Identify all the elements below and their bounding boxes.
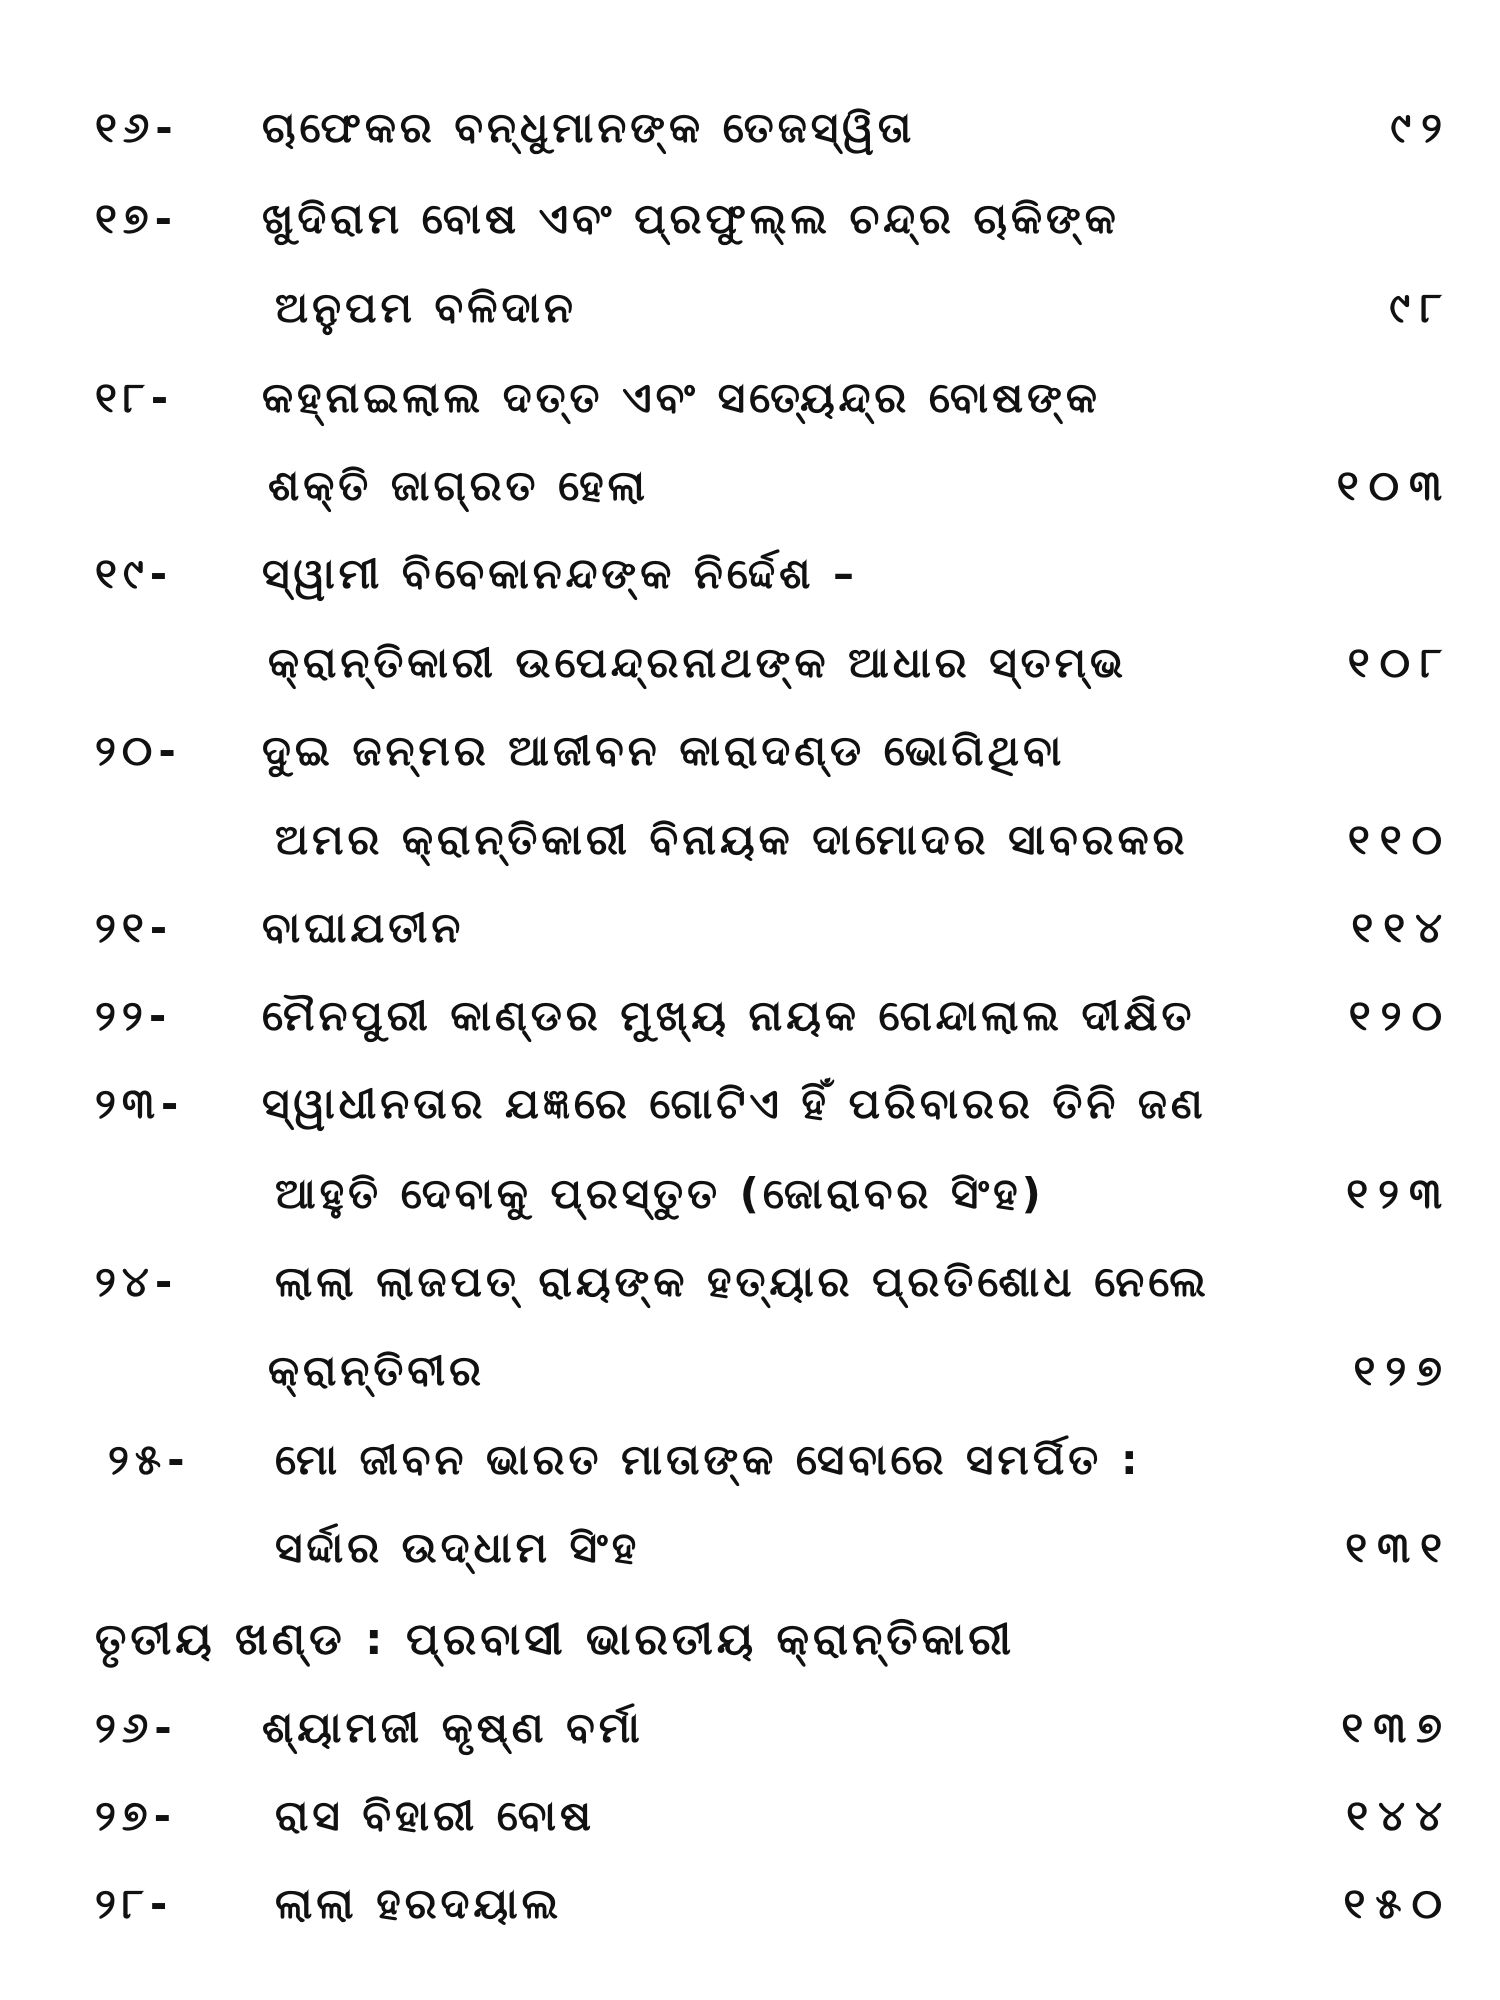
entry-page-number: ୧୨୩: [1346, 1169, 1452, 1218]
entry-title: ସ୍ୱାଧୀନତାର ଯଜ୍ଞରେ ଗୋଟିଏ ହିଁ ପରିବାରର ତିନି ଜଣ: [262, 1079, 1207, 1128]
toc-entry-20-continued: [0, 804, 1500, 876]
toc-entry-19-continued: [0, 627, 1500, 699]
toc-entry-19: [0, 538, 1500, 610]
entry-number: ୧୬-: [95, 103, 179, 152]
entry-title: ରାସ ବିହାରୀ ବୋଷ: [275, 1791, 595, 1840]
entry-title: ଲାଲା ହରଦୟାଲ: [275, 1879, 563, 1928]
toc-entry-26: [0, 1692, 1500, 1764]
entry-page-number: ୧୩୧: [1345, 1523, 1452, 1572]
entry-page-number: ୧୨୦: [1348, 991, 1452, 1040]
entry-title-continued: ଅମର କ୍ରାନ୍ତିକାରୀ ବିନାୟକ ଦାମୋଦର ସାବରକର: [275, 815, 1189, 864]
toc-entry-25: [0, 1424, 1500, 1496]
toc-entry-18-continued: [0, 450, 1500, 522]
entry-title: ଚାଫେକର ବନ୍ଧୁମାନଙ୍କ ତେଜସ୍ୱିତା: [262, 103, 916, 152]
entry-title-continued: ଶକ୍ତି ଜାଗ୍ରତ ହେଲା: [268, 461, 649, 510]
entry-page-number: ୧୩୭: [1341, 1703, 1452, 1752]
entry-number: ୨୩-: [95, 1079, 185, 1128]
entry-page-number: ୧୫୦: [1343, 1879, 1452, 1928]
toc-entry-17-continued: [0, 272, 1500, 344]
entry-title: ଶ୍ୟାମଜୀ କୃଷ୍ଣ ବର୍ମା: [262, 1703, 644, 1752]
toc-entry-17: [0, 183, 1500, 255]
entry-title-continued: କ୍ରାନ୍ତିକାରୀ ଉପେନ୍ଦ୍ରନାଥଙ୍କ ଆଧାର ସ୍ତମ୍ଭ: [268, 638, 1128, 687]
entry-title: ଲାଲା ଲାଜପତ୍ ରାୟଙ୍କ ହତ୍ୟାର ପ୍ରତିଶୋଧ ନେଲେ: [275, 1257, 1210, 1306]
toc-entry-25-continued: [0, 1512, 1500, 1584]
toc-entry-23: [0, 1068, 1500, 1140]
toc-entry-21: [0, 892, 1500, 964]
toc-entry-23-continued: [0, 1158, 1500, 1230]
entry-title-continued: ଆହୁତି ଦେବାକୁ ପ୍ରସ୍ତୁତ (ଜୋରାବର ସିଂହ): [275, 1169, 1045, 1218]
toc-entry-20: [0, 715, 1500, 787]
entry-page-number: ୧୧୦: [1347, 815, 1452, 864]
entry-title-continued: ଅନୁପମ ବଳିଦାନ: [275, 283, 577, 332]
entry-title: କହ୍ନାଇଲାଲ ଦତ୍ତ ଏବଂ ସତ୍ୟେନ୍ଦ୍ର ବୋଷଙ୍କ: [262, 373, 1101, 422]
entry-page-number: ୯୨: [1390, 103, 1452, 152]
toc-entry-18: [0, 362, 1500, 434]
entry-number: ୨୫-: [108, 1435, 191, 1484]
entry-page-number: ୯୮: [1389, 283, 1452, 332]
entry-page-number: ୧୦୮: [1347, 638, 1452, 687]
entry-page-number: ୧୨୭: [1353, 1346, 1452, 1395]
entry-title: ମୈନପୁରୀ କାଣ୍ଡର ମୁଖ୍ୟ ନାୟକ ଗେନ୍ଦାଲାଲ ଦୀକ୍ଷିତ: [262, 991, 1196, 1040]
entry-number: ୨୨-: [95, 991, 173, 1040]
toc-entry-27: [0, 1780, 1500, 1852]
entry-number: ୧୭-: [95, 194, 179, 243]
toc-entry-24: [0, 1246, 1500, 1318]
entry-title: ଦୁଇ ଜନ୍ମର ଆଜୀବନ କାରାଦଣ୍ଡ ଭୋଗିଥିବା: [262, 726, 1066, 775]
entry-number: ୨୧-: [95, 903, 174, 952]
toc-entry-22: [0, 980, 1500, 1052]
toc-entry-28: [0, 1868, 1500, 1940]
entry-title: ବାଘାଯତୀନ: [262, 903, 465, 952]
entry-number: ୧୯-: [95, 549, 174, 598]
entry-title: ମୋ ଜୀବନ ଭାରତ ମାତାଙ୍କ ସେବାରେ ସମର୍ପିତ :: [275, 1435, 1142, 1484]
toc-entry-24-continued: [0, 1335, 1500, 1407]
entry-page-number: ୧୧୪: [1351, 903, 1452, 952]
entry-number: ୧୮-: [95, 373, 175, 422]
entry-page-number: ୧୦୩: [1336, 461, 1452, 510]
entry-number: ୨୭-: [95, 1791, 178, 1840]
entry-number: ୨୮-: [95, 1879, 174, 1928]
entry-title: ଖୁଦିରାମ ବୋଷ ଏବଂ ପ୍ରଫୁଲ୍ଲ ଚନ୍ଦ୍ର ଚାକିଙ୍କ: [262, 194, 1120, 243]
entry-page-number: ୧୪୪: [1346, 1791, 1452, 1840]
section-heading: ତୃତୀୟ ଖଣ୍ଡ : ପ୍ରବାସୀ ଭାରତୀୟ କ୍ରାନ୍ତିକାରୀ: [95, 1614, 1016, 1665]
entry-number: ୨୪-: [95, 1257, 179, 1306]
entry-number: ୨୬-: [95, 1703, 178, 1752]
toc-entry-16: [0, 92, 1500, 164]
entry-title-continued: କ୍ରାନ୍ତିବୀର: [268, 1346, 485, 1395]
entry-title: ସ୍ୱାମୀ ବିବେକାନନ୍ଦଙ୍କ ନିର୍ଦ୍ଦେଶ –: [262, 549, 858, 598]
entry-number: ୨୦-: [95, 726, 182, 775]
entry-title-continued: ସର୍ଦ୍ଦାର ଉଦ୍ଧାମ ସିଂହ: [275, 1523, 641, 1572]
